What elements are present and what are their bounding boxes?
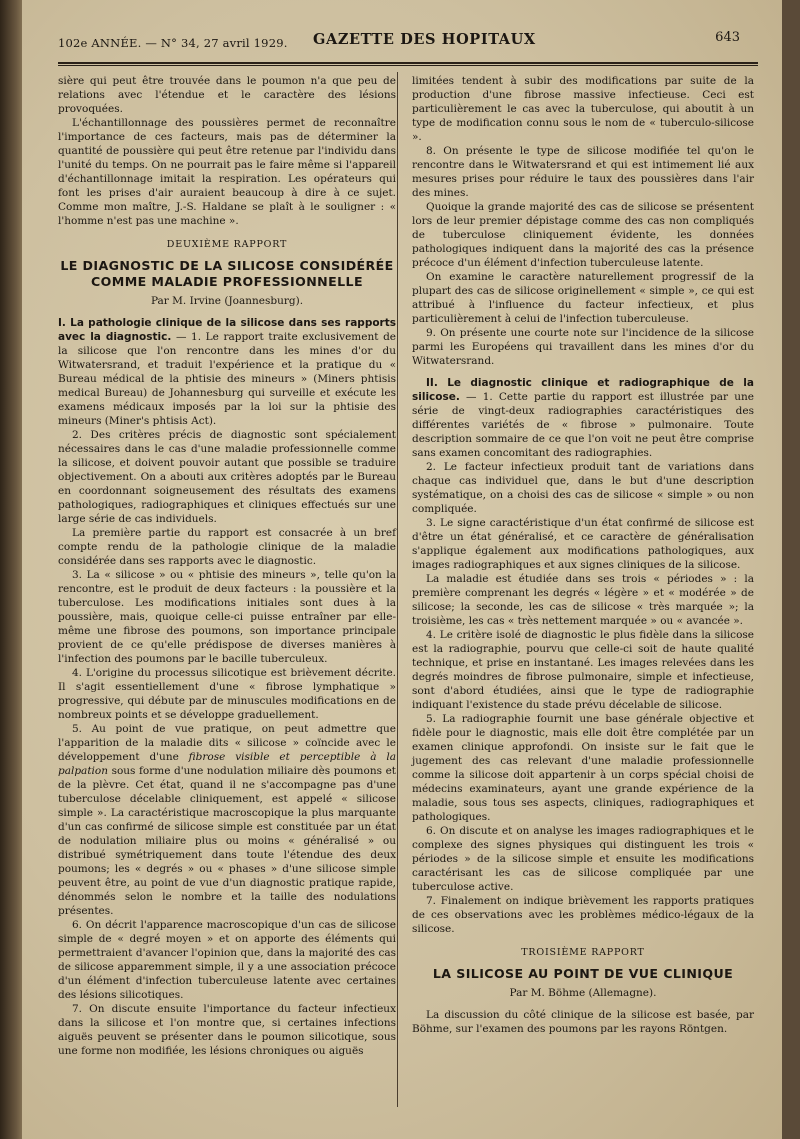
paragraph: On examine le caractère naturellement progressif de la plupart des cas de silicose originellement « simple », ce qui est attribué à l'influence du facteur infectieux, et plus particulièrement à celui de l'infection tuberculeuse. [412,271,754,325]
header-rule [58,62,758,64]
italic-phrase: fibrose visible et perceptible à la palpation [58,751,397,777]
report-label: TROISIÈME RAPPORT [521,947,645,958]
paragraph: 3. Le signe caractéristique d'un état confirmé de silicose est d'être un état généralisé, et ce caractère de généralisation s'applique également aux modifications pathologiques, aux images radiographiques et aux signes cliniques de la silicose. [412,517,754,571]
right-column [412,74,754,1036]
column-separator [397,72,398,1107]
left-column [58,74,396,1058]
report-author: Par M. Böhme (Allemagne). [509,987,657,999]
section-paragraph: I. La pathologie clinique de la silicose dans ses rapports avec la diagnostic. — 1. Le rapport traite exclusivement de la silicose que l'on rencontre dans les mines d'or du Witwatersrand, et traduit l'expérience et la pratique du « Bureau médical de la phtisie des mineurs » (Miners phtisis medical Bureau) de Johannesburg qui surveille et exécute les examens médicaux imposés par la loi sur la phtisie des mineurs (Miner's phtisis Act). [58,317,397,427]
section-heading: I. La pathologie clinique de la silicose dans ses rapports avec la diagnostic. [58,317,396,343]
paragraph: 7. Finalement on indique brièvement les rapports pratiques de ces observations avec les problèmes médico-légaux de la silicose. [412,895,754,935]
header-rule-thin [58,65,758,66]
paragraph: 5. La radiographie fournit une base générale objective et fidèle pour le diagnostic, mais elle doit être complétée par un examen clinique approfondi. On insiste sur le fait que le jugement des cas relevant d'une maladie professionnelle comme la silicose doit appartenir à un corps spécial choisi de médecins examinateurs, ayant une grande expérience de la maladie, sous tous ses aspects, cliniques, radiographiques et pathologiques. [412,713,754,823]
paragraph: 4. Le critère isolé de diagnostic le plus fidèle dans la silicose est la radiographie, pourvu que celle-ci soit de haute qualité technique, et prise en instantané. Les images relevées dans les degrés moindres de fibrose pulmonaire, simple et infectieuse, sont d'abord étudiées, ainsi que le type de radiographie indiquant l'existence du stade prévu décelable de silicose. [412,629,754,711]
spacer [412,368,754,376]
paragraph: 2. Des critères précis de diagnostic sont spécialement nécessaires dans le cas d'une maladie professionnelle comme la silicose, et doivent pouvoir autant que possible se traduire objectivement. On a abouti aux critères adoptés par le Bureau en coordonnant soigneusement des résultats des examens pathologiques, radiographiques et cliniques effectués sur une large série de cas individuels. [58,429,396,525]
paragraph: 8. On présente le type de silicose modifiée tel qu'on le rencontre dans le Witwatersrand et qui est intimement lié aux mesures prises pour réduire le taux des poussières dans l'air des mines. [412,145,754,199]
paragraph: 5. Au point de vue pratique, on peut admettre que l'apparition de la maladie dits « silicose » coïncide avec le développement d'une fibrose visible et perceptible à la palpation sous forme d'une nodulation miliaire dès poumons et de la plèvre. Cet état, quand il ne s'accompagne pas d'une tuberculose décelable cliniquement, est appelé « silicose simple ». La caractéristique macroscopique la plus marquante d'un cas confirmé de silicose simple est constituée par un état de nodulation miliaire plus ou moins « généralisé » ou distribué symétriquement dans toute l'étendue des deux poumons; les « degrés » ou « phases » d'une silicose simple peuvent être, au point de vue d'un diagnostic pratique rapide, dénommés selon le nombre et la taille des nodulations présentes. [58,723,397,917]
paragraph: 7. On discute ensuite l'importance du facteur infectieux dans la silicose et l'on montre que, si certaines infections aiguës peuvent se présenter dans le poumon silicotique, sous une forme non modifiée, les lésions chroniques ou aiguës [58,1003,396,1057]
issue-info: 102e ANNÉE. — N° 34, 27 avril 1929. [58,36,288,50]
page-header [58,28,758,58]
report-author: Par M. Irvine (Joannesburg). [150,295,304,307]
paragraph: limitées tendent à subir des modifications par suite de la production d'une fibrose massive infectieuse. Ceci est particulièrement le cas avec la tuberculose, qui aboutit à un type de modification connu sous le nom de « tuberculo-silicose ». [412,75,754,143]
paragraph: 6. On décrit l'apparence macroscopique d'un cas de silicose simple de « degré moyen » et on apporte des éléments qui permettraient d'avancer l'opinion que, dans la majorité des cas de silicose apparemment simple, il y a une association précoce d'un élément d'infection tuberculeuse latente avec certaines des lésions silicotiques. [58,919,396,1001]
paragraph: Quoique la grande majorité des cas de silicose se présentent lors de leur premier dépistage comme des cas non compliqués de tuberculose cliniquement évidente, les données pathologiques indiquent dans la majorité des cas la présence précoce d'un élément d'infection tuberculeuse latente. [412,201,754,269]
paragraph: 3. La « silicose » ou « phtisie des mineurs », telle qu'on la rencontre, est le produit de deux facteurs : la poussière et la tuberculose. Les modifications initiales sont dues à la poussière, mais, quoique celle-ci puisse entraîner par elle-même une fibrose des poumons, son importance principale provient de ce qu'elle prédispose de diverses manières à l'infection des poumons par le bacille tuberculeux. [58,569,396,665]
paragraph: 9. On présente une courte note sur l'incidence de la silicose parmi les Européens qui travaillent dans les mines d'or du Witwatersrand. [412,327,754,367]
section-heading: II. Le diagnostic clinique et radiographique de la silicose. [412,377,754,403]
paragraph: 2. Le facteur infectieux produit tant de variations dans chaque cas individuel que, dans le but d'une description systématique, on a choisi des cas de silicose « simple » ou non compliquée. [412,461,754,515]
paragraph: L'échantillonnage des poussières permet de reconnaître l'importance de ces facteurs, mais pas de déterminer la quantité de poussière qui peut être retenue par l'individu dans l'unité du temps. On ne pourrait pas le faire même si l'appareil d'échantillonnage imitait la respiration. Les opérateurs qui font les prises d'air auraient beaucoup à dire à ce sujet. Comme mon maître, J.-S. Haldane se plaît à le souligner : « l'homme n'est pas une machine ». [58,117,396,227]
report-title: LE DIAGNOSTIC DE LA SILICOSE CONSIDÉRÉE COMME MALADIE PROFESSIONNELLE [60,258,394,289]
paragraph: 6. On discute et on analyse les images radiographiques et le complexe des signes physiques qui distinguent les trois « périodes » de la silicose simple et ensuite les modifications caractérisant les cas de silicose compliquée par une tuberculose active. [412,825,754,893]
section-paragraph: II. Le diagnostic clinique et radiographique de la silicose. — 1. Cette partie du rapport est illustrée par une série de vingt-deux radiographies caractéristiques des différentes variétés de « fibrose » pulmonaire. Toute description sommaire de ce que l'on voit ne peut être comprise sans examen concomitant des radiographies. [412,377,754,459]
paragraph: La discussion du côté clinique de la silicose est basée, par Böhme, sur l'examen des poumons par les rayons Röntgen. [412,1009,754,1035]
paragraph: La première partie du rapport est consacrée à un bref compte rendu de la pathologie clinique de la maladie considérée dans ses rapports avec le diagnostic. [58,527,396,567]
report-title: LA SILICOSE AU POINT DE VUE CLINIQUE [432,966,734,981]
journal-title: GAZETTE DES HOPITAUX [313,31,536,48]
paragraph: sière qui peut être trouvée dans le poumon n'a que peu de relations avec l'étendue et le caractère des lésions provoquées. [58,75,396,115]
report-label: DEUXIÈME RAPPORT [166,239,288,250]
paragraph: La maladie est étudiée dans ses trois « périodes » : la première comprenant les degrés « légère » et « modérée » de silicose; la seconde, les cas de silicose « très marquée »; la troisième, les cas « très nettement marquée » ou « avancée ». [412,573,754,627]
page-number: 643 [715,30,740,45]
paragraph: 4. L'origine du processus silicotique est brièvement décrite. Il s'agit essentiellement d'une « fibrose lymphatique » progressive, qui débute par de minuscules modifications en de nombreux points et se développe graduellement. [58,667,396,721]
